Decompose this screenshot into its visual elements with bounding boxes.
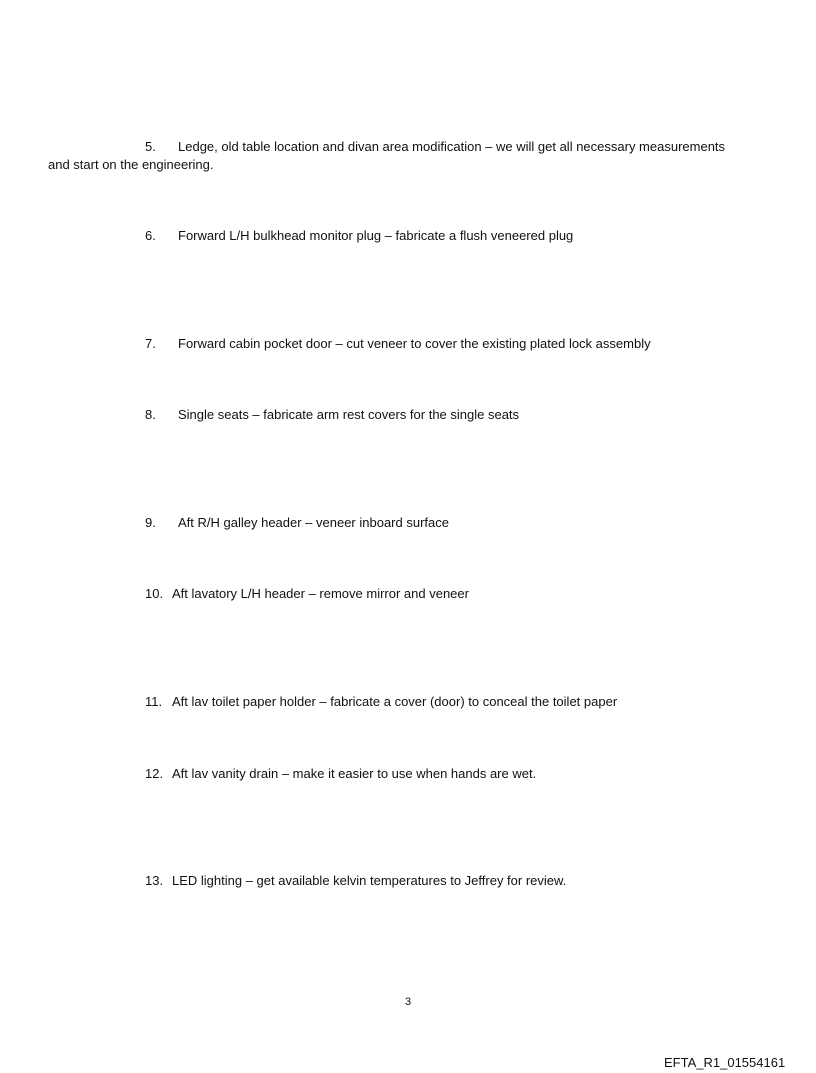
page-number: 3 — [404, 996, 412, 1008]
item-number: 10. — [145, 586, 164, 601]
item-text: Forward cabin pocket door – cut veneer to cover the existing plated lock assembly — [178, 336, 651, 351]
document-id: EFTA_R1_01554161 — [664, 1055, 786, 1070]
item-text: LED lighting – get available kelvin temperatures to Jeffrey for review. — [172, 873, 567, 888]
item-number: 9. — [145, 515, 156, 530]
item-number: 11. — [145, 694, 163, 709]
item-text: Aft lavatory L/H header – remove mirror and veneer — [172, 586, 469, 601]
item-text: Forward L/H bulkhead monitor plug – fabricate a flush veneered plug — [178, 228, 574, 243]
item-number: 5. — [145, 139, 156, 154]
item-text: Ledge, old table location and divan area modification – we will get all necessary measurements — [178, 139, 726, 154]
item-text: Aft lav toilet paper holder – fabricate a cover (door) to conceal the toilet paper — [172, 694, 618, 709]
item-number: 6. — [145, 228, 156, 243]
item-number: 12. — [145, 766, 164, 781]
item-number: 13. — [145, 873, 164, 888]
item-number: 7. — [145, 336, 156, 351]
item-text: Aft lav vanity drain – make it easier to use when hands are wet. — [172, 766, 537, 781]
item-text: Aft R/H galley header – veneer inboard surface — [178, 515, 449, 530]
item-number: 8. — [145, 407, 156, 422]
item-continuation: and start on the engineering. — [48, 157, 214, 172]
item-text: Single seats – fabricate arm rest covers for the single seats — [178, 407, 520, 422]
